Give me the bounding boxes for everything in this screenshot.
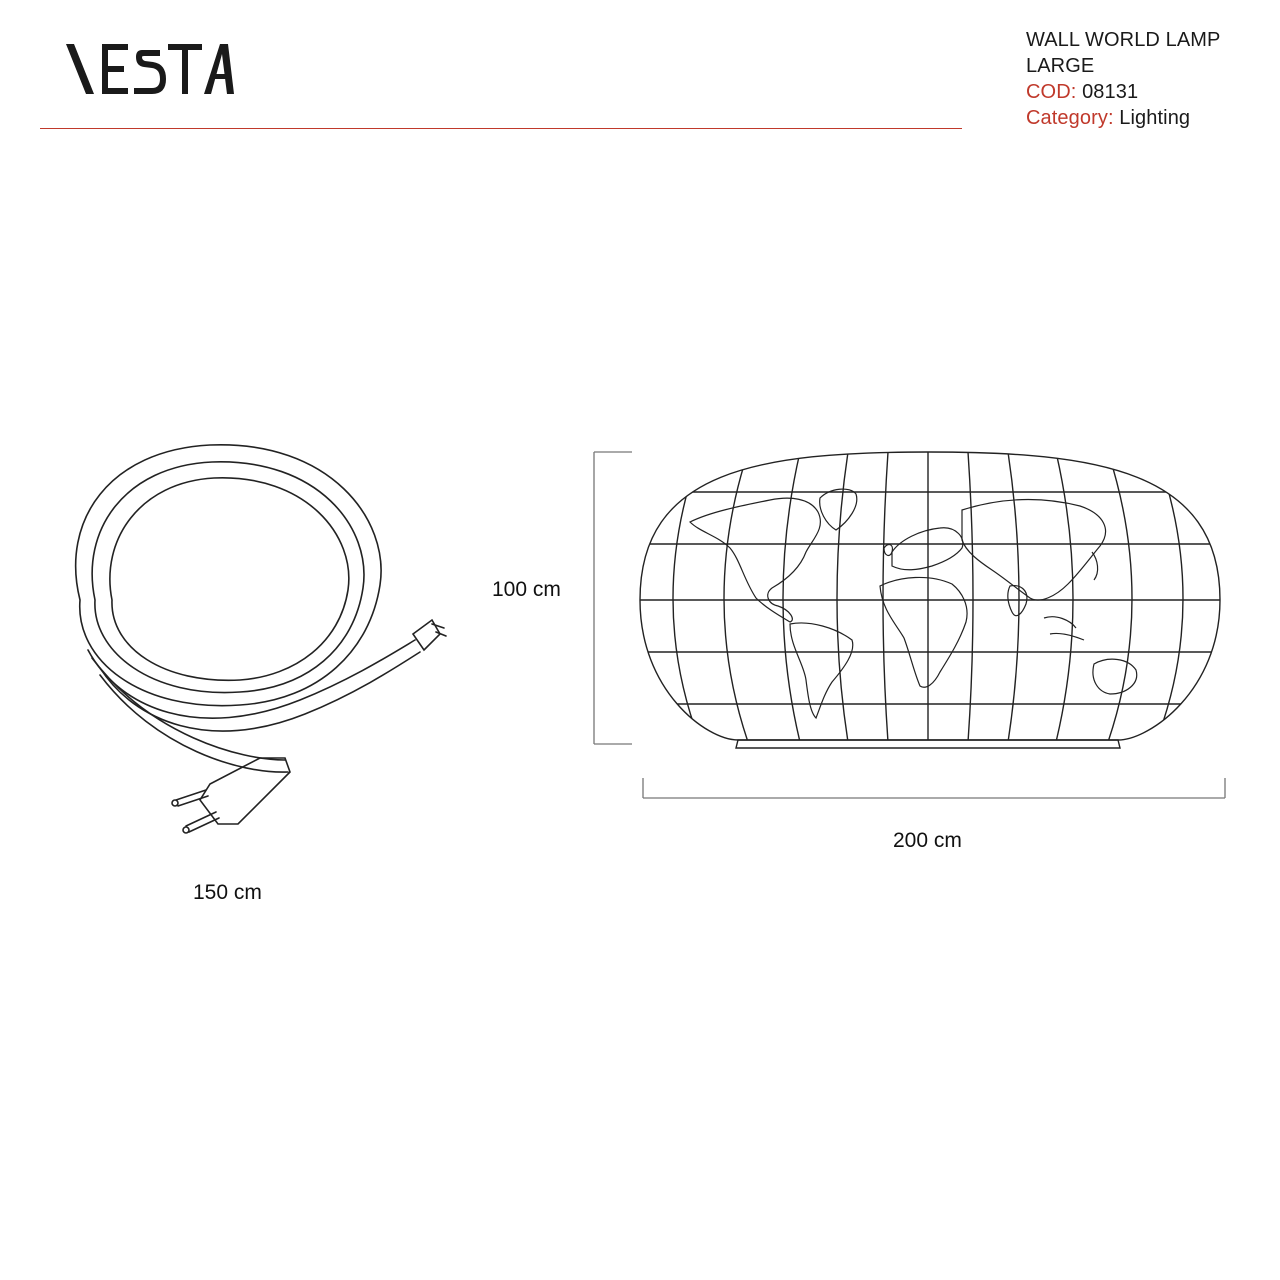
product-name-line1: WALL WORLD LAMP [1026, 29, 1221, 51]
continents-outline [690, 489, 1137, 718]
height-dimension-line [594, 452, 632, 744]
code-label: COD: [1026, 81, 1077, 103]
height-dimension-label: 100 cm [492, 578, 561, 601]
width-dimension-label: 200 cm [893, 829, 962, 852]
width-dimension-line [643, 778, 1225, 798]
product-name-line2: LARGE [1026, 55, 1095, 77]
world-lamp-icon [630, 452, 1230, 748]
category-value: Lighting [1119, 107, 1191, 129]
cable-length-label: 150 cm [193, 881, 262, 904]
code-value: 08131 [1082, 81, 1139, 103]
coiled-cable-icon [76, 445, 446, 833]
category-label: Category: [1026, 107, 1114, 129]
